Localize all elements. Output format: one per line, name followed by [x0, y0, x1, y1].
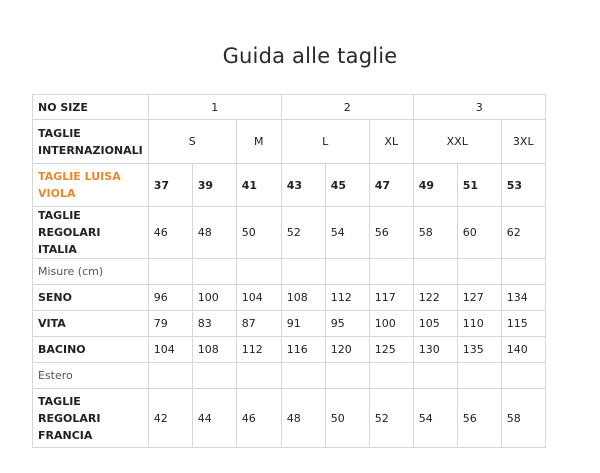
row-label-intl: TAGLIE INTERNAZIONALI — [33, 120, 149, 164]
intl-size-m: M — [236, 120, 281, 164]
table-cell: 100 — [369, 311, 413, 337]
table-cell: 44 — [192, 389, 236, 448]
table-cell: 116 — [281, 337, 325, 363]
row-label-vita: VITA — [33, 311, 149, 337]
table-cell: 48 — [192, 207, 236, 259]
table-row-vita — [33, 311, 546, 337]
table-row-misure — [33, 259, 546, 285]
table-cell: 95 — [325, 311, 369, 337]
table-row-francia — [33, 389, 546, 448]
table-cell: 110 — [457, 311, 501, 337]
table-row-estero — [33, 363, 546, 389]
table-cell — [236, 259, 281, 285]
row-label-misure: Misure (cm) — [33, 259, 149, 285]
table-cell — [501, 259, 545, 285]
table-row-seno — [33, 285, 546, 311]
intl-size-s: S — [148, 120, 236, 164]
intl-size-3xl: 3XL — [501, 120, 545, 164]
table-cell — [192, 259, 236, 285]
table-cell: 50 — [325, 389, 369, 448]
row-label-no-size: NO SIZE — [33, 95, 149, 120]
table-cell: 104 — [148, 337, 192, 363]
table-cell: 54 — [325, 207, 369, 259]
table-cell: 56 — [369, 207, 413, 259]
table-cell: 134 — [501, 285, 545, 311]
table-cell — [369, 259, 413, 285]
table-cell: 58 — [413, 207, 457, 259]
table-cell: 140 — [501, 337, 545, 363]
table-cell — [369, 363, 413, 389]
table-cell — [413, 363, 457, 389]
table-cell — [325, 363, 369, 389]
table-cell: 48 — [281, 389, 325, 448]
table-cell: 108 — [192, 337, 236, 363]
table-cell: 60 — [457, 207, 501, 259]
table-cell: 96 — [148, 285, 192, 311]
table-cell: 46 — [148, 207, 192, 259]
table-cell: 49 — [413, 164, 457, 207]
table-cell: 135 — [457, 337, 501, 363]
intl-size-xl: XL — [369, 120, 413, 164]
table-cell — [325, 259, 369, 285]
no-size-2: 2 — [281, 95, 413, 120]
table-cell: 50 — [236, 207, 281, 259]
table-cell: 37 — [148, 164, 192, 207]
table-cell: 53 — [501, 164, 545, 207]
table-cell: 83 — [192, 311, 236, 337]
table-cell: 112 — [236, 337, 281, 363]
row-label-italia: TAGLIE REGOLARI ITALIA — [33, 207, 149, 259]
size-guide-table — [32, 94, 546, 448]
table-cell: 42 — [148, 389, 192, 448]
table-cell: 56 — [457, 389, 501, 448]
no-size-3: 3 — [413, 95, 545, 120]
table-cell: 127 — [457, 285, 501, 311]
table-cell — [236, 363, 281, 389]
table-cell: 54 — [413, 389, 457, 448]
table-cell — [501, 363, 545, 389]
table-row-italia — [33, 207, 546, 259]
row-label-luisa: TAGLIE LUISA VIOLA — [33, 164, 149, 207]
table-cell — [148, 363, 192, 389]
row-label-estero: Estero — [33, 363, 149, 389]
table-cell — [281, 363, 325, 389]
table-cell — [192, 363, 236, 389]
table-cell: 39 — [192, 164, 236, 207]
table-cell — [413, 259, 457, 285]
table-cell: 120 — [325, 337, 369, 363]
table-cell: 52 — [369, 389, 413, 448]
intl-size-xxl: XXL — [413, 120, 501, 164]
table-cell — [148, 259, 192, 285]
table-cell: 41 — [236, 164, 281, 207]
table-row-no-size — [33, 95, 546, 120]
table-cell: 122 — [413, 285, 457, 311]
no-size-1: 1 — [148, 95, 281, 120]
table-cell: 87 — [236, 311, 281, 337]
table-cell: 45 — [325, 164, 369, 207]
table-cell: 79 — [148, 311, 192, 337]
table-row-bacino — [33, 337, 546, 363]
table-cell — [281, 259, 325, 285]
table-cell: 115 — [501, 311, 545, 337]
row-label-francia: TAGLIE REGOLARI FRANCIA — [33, 389, 149, 448]
table-cell: 125 — [369, 337, 413, 363]
table-cell: 130 — [413, 337, 457, 363]
row-label-seno: SENO — [33, 285, 149, 311]
page-title: Guida alle taglie — [222, 44, 398, 68]
table-cell — [457, 363, 501, 389]
table-cell — [457, 259, 501, 285]
table-cell: 58 — [501, 389, 545, 448]
table-cell: 112 — [325, 285, 369, 311]
table-cell: 108 — [281, 285, 325, 311]
table-row-intl — [33, 120, 546, 164]
table-cell: 105 — [413, 311, 457, 337]
row-label-bacino: BACINO — [33, 337, 149, 363]
table-cell: 100 — [192, 285, 236, 311]
table-cell: 51 — [457, 164, 501, 207]
table-cell: 91 — [281, 311, 325, 337]
table-row-luisa — [33, 164, 546, 207]
table-cell: 46 — [236, 389, 281, 448]
table-cell: 117 — [369, 285, 413, 311]
intl-size-l: L — [281, 120, 369, 164]
table-cell: 62 — [501, 207, 545, 259]
table-cell: 47 — [369, 164, 413, 207]
table-cell: 104 — [236, 285, 281, 311]
table-cell: 43 — [281, 164, 325, 207]
table-cell: 52 — [281, 207, 325, 259]
